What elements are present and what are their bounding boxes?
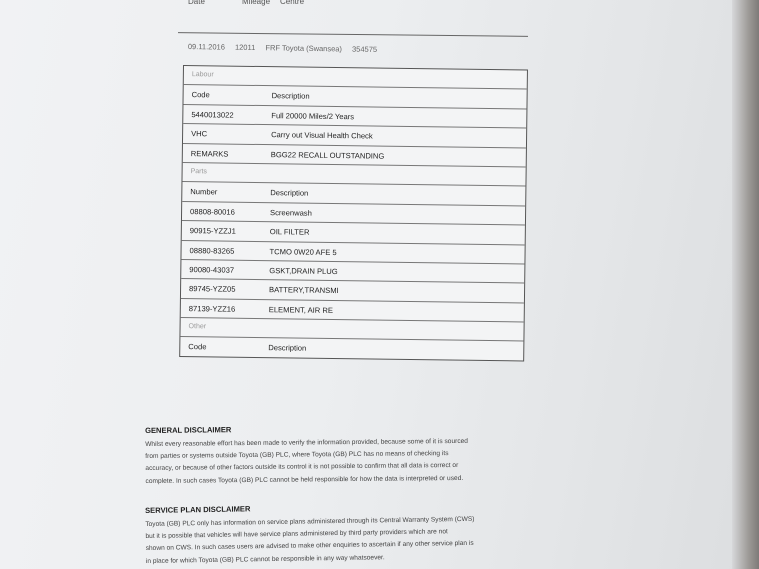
job-record-line (188, 42, 385, 54)
part-number: 90915-YZZJ1 (189, 226, 236, 236)
part-number: 90080-43037 (189, 265, 235, 275)
part-description: ELEMENT, AIR RE (268, 304, 334, 315)
labour-code-header: Code (191, 90, 210, 100)
service-details-table (179, 65, 528, 361)
parts-number-header: Number (190, 187, 218, 197)
other-description-header: Description (268, 343, 307, 354)
header-divider (178, 32, 528, 37)
labour-description: BGG22 RECALL OUTSTANDING (270, 149, 385, 161)
header-mileage: Mileage (242, 0, 271, 6)
part-description: BATTERY,TRANSMI (269, 285, 339, 296)
labour-code: 5440013022 (191, 109, 234, 120)
part-description: OIL FILTER (269, 227, 310, 237)
labour-code: VHC (191, 129, 208, 139)
part-description: GSKT,DRAIN PLUG (269, 266, 338, 276)
disclaimer-line: in place for which Toyota (GB) PLC cannot be responsible in any way whatsoever. (145, 553, 385, 565)
service-plan-disclaimer-title: SERVICE PLAN DISCLAIMER (145, 504, 251, 515)
page-edge-shadow (732, 0, 759, 569)
part-description: TCMO 0W20 AFE 5 (269, 246, 337, 257)
part-number: 89745-YZZ05 (189, 284, 236, 295)
part-number: 87139-YZZ16 (188, 303, 236, 314)
labour-section-label: Labour (191, 71, 214, 79)
disclaimer-line: shown on CWS. In such cases users are advised to make other enquiries to ascertain if any other service plan is (145, 540, 474, 553)
header-date: Date (188, 0, 205, 6)
disclaimer-line: accuracy, or because of other factors outside its control it is not possible to confirm that all data is correct or (145, 462, 459, 473)
disclaimer-line: but it is possible that vehicles will have service plans administered by third party providers which are not (145, 528, 448, 541)
labour-code: REMARKS (190, 148, 229, 159)
job-reference: 354575 (351, 44, 378, 54)
other-column-headers (180, 337, 523, 360)
parts-description-header: Description (270, 188, 309, 198)
part-number: 08808-80016 (190, 206, 235, 217)
job-mileage: 12011 (234, 42, 256, 53)
labour-description: Carry out Visual Health Check (271, 130, 373, 141)
general-disclaimer-title: GENERAL DISCLAIMER (145, 425, 232, 435)
job-centre: FRF Toyota (Swansea) (265, 43, 343, 54)
part-description: Screenwash (270, 207, 312, 218)
disclaimer-line: from parties or systems outside Toyota (GB) PLC, where Toyota (GB) PLC has no means of checking its (145, 450, 449, 461)
service-plan-disclaimer (145, 499, 566, 567)
labour-description: Full 20000 Miles/2 Years (271, 110, 355, 122)
part-number: 08880-83265 (189, 245, 235, 256)
job-date: 09.11.2016 (187, 42, 225, 52)
labour-description-header: Description (271, 91, 310, 102)
disclaimer-line: Whilst every reasonable effort has been made to verify the information provided, because some of it is sourced (145, 437, 468, 448)
other-section-label: Other (188, 323, 207, 331)
general-disclaimer (145, 422, 566, 488)
parts-section-label: Parts (190, 168, 207, 176)
disclaimer-line: complete. In such cases Toyota (GB) PLC cannot be held responsible for how the data is interpreted or used. (145, 474, 464, 485)
disclaimer-line: Toyota (GB) PLC only has information on service plans administered through its Central Warranty System (CWS) (145, 515, 475, 528)
header-centre: Centre (280, 0, 305, 6)
other-code-header: Code (188, 342, 207, 352)
